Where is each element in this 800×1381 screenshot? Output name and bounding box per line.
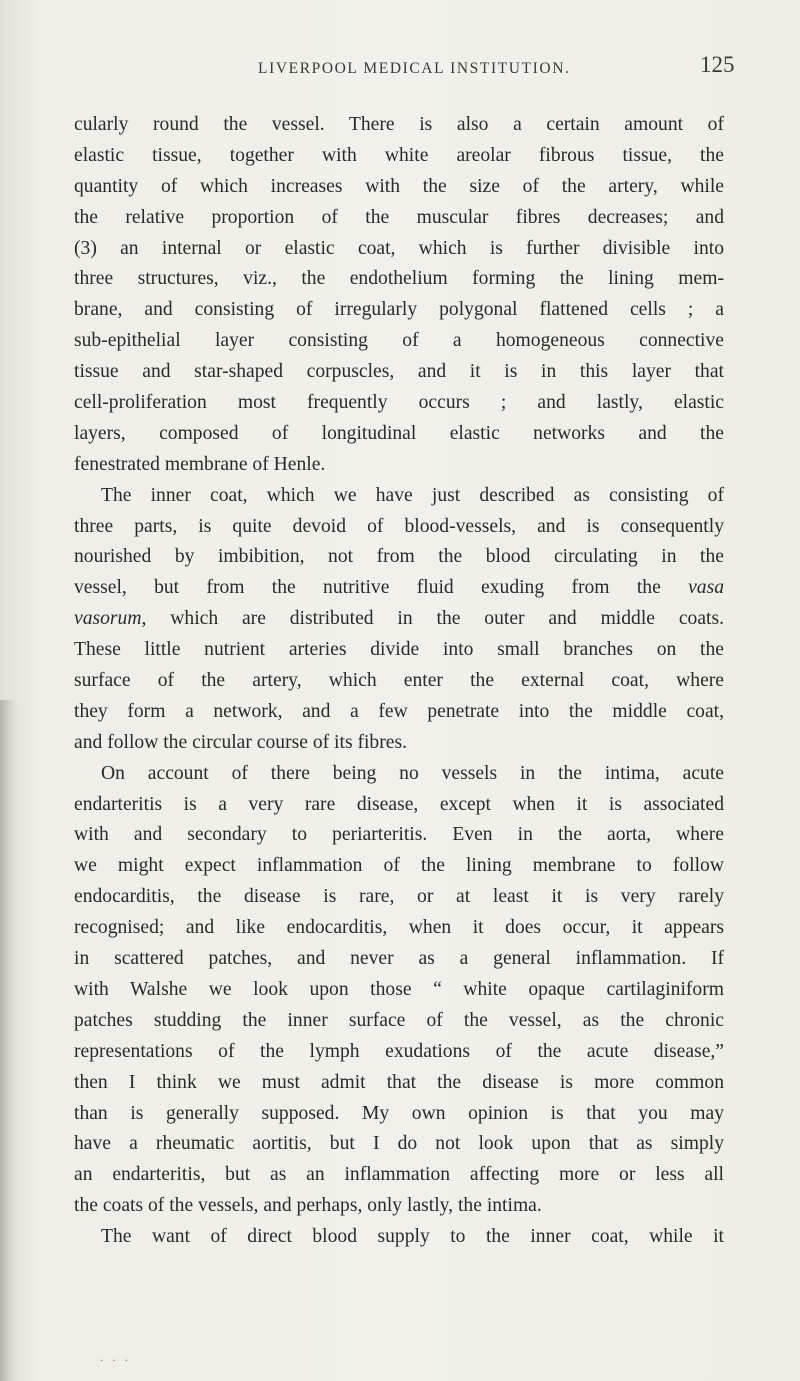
- text-line: they form a network, and a few penetrate into the middle coat,: [74, 700, 724, 722]
- page-header: [0, 52, 800, 82]
- text-line: the relative proportion of the muscular fibres decreases; and: [74, 206, 724, 228]
- text-line: layers, composed of longitudinal elastic networks and the: [74, 422, 724, 444]
- text-line: cell-proliferation most frequently occurs ; and lastly, elastic: [74, 392, 724, 414]
- text-line: have a rheumatic aortitis, but I do not look upon that as simply: [74, 1133, 724, 1155]
- text-line: endarteritis is a very rare disease, except when it is associated: [74, 793, 724, 815]
- text-line: brane, and consisting of irregularly polygonal flattened cells ; a: [74, 299, 724, 321]
- text-line: in scattered patches, and never as a general inflammation. If: [74, 948, 724, 970]
- text-line: with and secondary to periarteritis. Even in the aorta, where: [74, 824, 724, 846]
- text-line: elastic tissue, together with white areolar fibrous tissue, the: [74, 144, 724, 166]
- print-specks: · · ‧: [100, 1356, 131, 1367]
- body-text: [74, 110, 724, 1253]
- text-line: patches studding the inner surface of the vessel, as the chronic: [74, 1009, 724, 1031]
- text-line: three structures, viz., the endothelium forming the lining mem-: [74, 268, 724, 290]
- text-run: vessel, but from the nutritive fluid exuding from the: [74, 577, 661, 599]
- text-line: than is generally supposed. My own opinion is that you may: [74, 1102, 724, 1124]
- text-run: , which are distributed in the outer and middle coats.: [141, 608, 724, 630]
- text-line: nourished by imbibition, not from the blood circulating in the: [74, 546, 724, 568]
- page-number: 125: [700, 52, 735, 77]
- text-line: The want of direct blood supply to the inner coat, while it: [101, 1226, 724, 1248]
- text-line: an endarteritis, but as an inflammation affecting more or less all: [74, 1164, 724, 1186]
- text-line: the coats of the vessels, and perhaps, only lastly, the intima.: [74, 1195, 542, 1217]
- text-line: These little nutrient arteries divide into small branches on the: [74, 639, 724, 661]
- text-line: with Walshe we look upon those “ white opaque cartilaginiform: [74, 978, 724, 1000]
- text-line: On account of there being no vessels in the intima, acute: [101, 762, 724, 784]
- text-line: [74, 604, 724, 635]
- italic-term: vasorum: [74, 608, 142, 630]
- text-line: three parts, is quite devoid of blood-vessels, and is consequently: [74, 515, 724, 537]
- running-head: LIVERPOOL MEDICAL INSTITUTION.: [258, 60, 571, 77]
- text-line: cularly round the vessel. There is also a certain amount of: [74, 114, 724, 135]
- text-line: we might expect inflammation of the lining membrane to follow: [74, 855, 724, 877]
- text-line: and follow the circular course of its fibres.: [74, 731, 407, 753]
- text-line: representations of the lymph exudations of the acute disease,”: [74, 1040, 724, 1062]
- text-line: surface of the artery, which enter the external coat, where: [74, 670, 724, 692]
- text-line: recognised; and like endocarditis, when it does occur, it appears: [74, 917, 724, 939]
- italic-term: vasa: [688, 577, 725, 599]
- text-line: sub-epithelial layer consisting of a homogeneous connective: [74, 330, 724, 352]
- text-line: tissue and star-shaped corpuscles, and it is in this layer that: [74, 361, 724, 383]
- text-line: The inner coat, which we have just described as consisting of: [101, 484, 724, 506]
- text-line: [74, 573, 724, 604]
- text-line: (3) an internal or elastic coat, which is further divisible into: [74, 237, 724, 259]
- binding-shadow: [0, 700, 18, 1381]
- text-line: quantity of which increases with the size of the artery, while: [74, 175, 724, 197]
- text-line: endocarditis, the disease is rare, or at least it is very rarely: [74, 886, 724, 908]
- text-line: then I think we must admit that the disease is more common: [74, 1071, 724, 1093]
- text-line: fenestrated membrane of Henle.: [74, 453, 326, 475]
